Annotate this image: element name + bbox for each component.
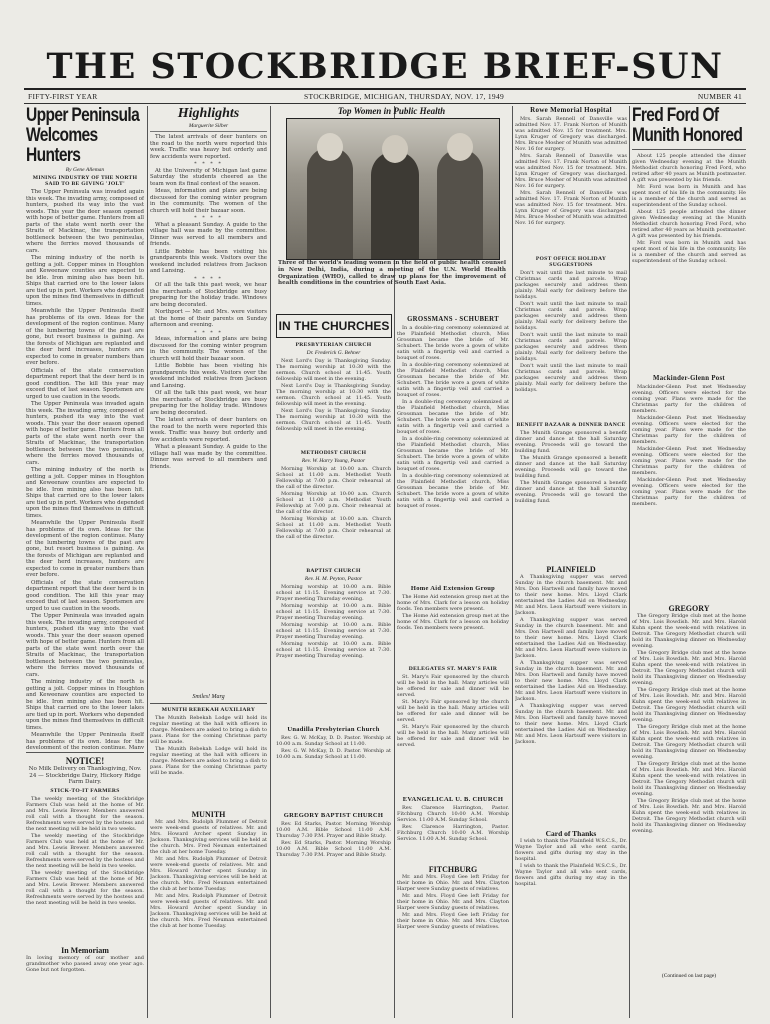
subhead: MINING INDUSTRY OF THE NORTH SAID TO BE GIVING 'JOLT' — [32, 175, 138, 187]
paragraph: The mining industry of the north is getting a jolt. Copper mines in Houghton and Keweenaw counties are expected to be idle. Iron mining also has been hit. Ships that carried ore to the lower lakes are tied up in port. Workers who depended upon the mines find themselves in difficult times. — [26, 255, 144, 307]
gregory-heading: GREGORY — [668, 604, 710, 613]
highlights-title: Highlights — [177, 106, 240, 121]
rowe-hospital-heading: Rowe Memorial Hospital — [530, 106, 612, 114]
post-office-heading: POST OFFICE HOLIDAY SUGGESTIONS — [535, 256, 607, 268]
signoff: Smiles! Marg — [192, 694, 225, 700]
column-2: Highlights Marguerite Silber The latest arrivals of deer hunters on the road to the north were reported this week. Traffic was heavy but orderly and few accidents were reported. * * * * At the University of Michigan last game Saturday the students cheered as the team won its final contest of the season. Ideas, information and plans are being discussed for the coming winter program in the community. The women of the church will hold their bazaar soon. * * * * What a pleasant Sunday. A guide to the village hall was made by the committee. Dinner was served to all members and friends. Little Bobbie has been visiting his grandparents this week. Visitors over the weekend included relatives from Jackson and Lansing. * * * * Of all the talk this past week, we hear the merchants of Stockbridge are busy preparing for the holiday trade. Windows are being decorated. Northport — Mr. and Mrs. were visitors at the home of their parents on Sunday afternoon and evening. * * * * Ideas, information and plans are being discussed for the coming winter program in the community. The women of the church will hold their bazaar soon. Little Bobbie has been visiting his grandparents this week. Visitors over the weekend included relatives from Jackson and Lansing. Of all the talk this past week, we hear the merchants of Stockbridge are busy preparing for the holiday trade. Windows are being decorated. The latest arrivals of deer hunters on the road to the north were reported this week. Traffic was heavy but orderly and few accidents were reported. What a pleasant Sunday. A guide to the village hall was made by the committee. Dinner was served to all members and friends. Smiles! Marg MUNITH REBEKAH AUXILIARY The Munith Rebekah Lodge will hold its regular meeting at the hall with officers in charge. Members are asked to bring a dish to pass. Plans for the coming Christmas party will be made. The Munith Rebekah Lodge will hold its regular meeting at the hall with officers in charge. Members are asked to bring a dish to pass. Plans for the coming Christmas party will be made. MUNITH Mr. and Mrs. Rudolph Plummer of Detroit were week-end guests of relatives. Mr. and Mrs. Howard Archer spent Sunday in Jackson. Thanksgiving services will be held at the church. Mrs. Fred Neuman entertained the club at her home Tuesday. Mr. and Mrs. Rudolph Plummer of Detroit were week-end guests of relatives. Mr. and Mrs. Howard Archer spent Sunday in Jackson. Thanksgiving services will be held at the church. Mrs. Fred Neuman entertained the club at her home Tuesday. Mr. and Mrs. Rudolph Plummer of Detroit were week-end guests of relatives. Mr. and Mrs. Howard Archer spent Sunday in Jackson. Thanksgiving services will be held at the church. Mrs. Fred Neuman entertained the club at her home Tuesday. — [150, 106, 267, 929]
photo-caption: Three of the world's leading women in the field of public health counsel in New Delhi, India, during a meeting of the U.N. World Health Organization (WHO), called to draw up plans for the improvement of health conditions in the countries of South East Asia. — [278, 260, 506, 287]
headline-upper-peninsula: Upper Peninsula Welcomes Hunters — [26, 105, 140, 166]
masthead-rule — [24, 88, 746, 90]
notice-heading: NOTICE! — [65, 756, 105, 766]
column-1 — [26, 104, 144, 1020]
churches-banner: IN THE CHURCHES — [276, 314, 392, 338]
plainfield-heading: PLAINFIELD — [546, 565, 596, 574]
continued-note: (Continued on last page) — [661, 973, 717, 979]
dateline-year: FIFTY-FIRST YEAR — [28, 92, 98, 101]
news-photo — [286, 118, 500, 260]
byline: By Gene Alleman — [65, 167, 105, 173]
munith-rebekah-heading: MUNITH REBEKAH AUXILIARY — [161, 707, 256, 713]
gregory-baptist-heading: GREGORY BAPTIST CHURCH — [283, 812, 384, 819]
fitchburg-heading: FITCHBURG — [428, 865, 478, 874]
highlights-body: The latest arrivals of deer hunters on the road to the north were reported this week. Traffic was heavy but orderly and few accidents were reported. * * * * At the University of Michigan last game Saturday the students cheered as the team won its final contest of the season. Ideas, information and plans are being discussed for the coming winter program in the community. The women of the church will hold their bazaar soon. * * * * What a pleasant Sunday. A guide to the village hall was made by the committee. Dinner was served to all members and friends. Little Bobbie has been visiting his grandparents this week. Visitors over the weekend included relatives from Jackson and Lansing. * * * * Of all the talk this past week, we hear the merchants of Stockbridge are busy preparing for the holiday trade. Windows are being decorated. Northport — Mr. and Mrs. were visitors at the home of their parents on Sunday afternoon and evening. * * * * Ideas, information and plans are being discussed for the coming winter program in the community. The women of the church will hold their bazaar soon. Little Bobbie has been visiting his grandparents this week. Visitors over the weekend included relatives from Jackson and Lansing. Of all the talk this past week, we hear the merchants of Stockbridge are busy preparing for the holiday trade. Windows are being decorated. The latest arrivals of deer hunters on the road to the north were reported this week. Traffic was heavy but orderly and few accidents were reported. What a pleasant Sunday. A guide to the village hall was made by the committee. Dinner was served to all members and friends. — [150, 134, 267, 470]
paragraph: Officials of the state conservation department report that the deer herd is in good condition. The kill this year may exceed that of last season. Sportsmen are urged to use caution in the woods. — [26, 579, 144, 612]
column-rule — [147, 106, 148, 1018]
memoriam-text: In loving memory of our mother and grandmother who passed away one year ago. Gone but not forgotten. — [26, 954, 144, 973]
masthead-title: THE STOCKBRIDGE BRIEF-SUN — [46, 46, 724, 87]
st-marys-heading: DELEGATES ST. MARY'S FAIR — [408, 666, 498, 672]
paragraph: Officials of the state conservation department report that the deer herd is in good condition. The kill this year may exceed that of last season. Sportsmen are urged to use caution in the woods. — [26, 367, 144, 400]
mackinder-heading: Mackinder-Glenn Post — [652, 375, 725, 382]
paragraph: Meanwhile the Upper Peninsula itself has problems of its own. Ideas for the development of the region continue. Many of the lumbering towns of the past are gone, but resort business is gaining. As the forests of Michigan are replanted and the deer herd increases, hunters are expected to come in greater numbers than ever before. — [26, 520, 144, 578]
notice-subhead: STICK-TO-IT FARMERS — [50, 787, 120, 794]
paragraph: The Upper Peninsula was invaded again this week. The invading army, composed of hunters, pushed its way into the vast woods. This year the deer season opened with hope of better game. Hunters from all parts of the state went north over the Straits of Mackinac, the transportation bottleneck between the two peninsulas, where the ferries moved thousands of cars. — [26, 613, 144, 678]
paragraph: The Upper Peninsula was invaded again this week. The invading army, composed of hunters, pushed its way into the vast woods. This year the deer season opened with hope of better game. Hunters from all parts of the state went north over the Straits of Mackinac, the transportation bottleneck between the two peninsulas, where the ferries moved thousands of cars. — [26, 189, 144, 254]
paragraph: Meanwhile the Upper Peninsula itself has problems of its own. Ideas for the development of the region continue. Many — [26, 732, 144, 749]
presbyterian-heading: PRESBYTERIAN CHURCH — [295, 342, 372, 348]
column-4: GROSSMANS - SCHUBERT In a double-ring ceremony solemnized at the Plainfield Methodist church, Miss Grossman became the bride of Mr. Schubert. The bride wore a gown of white satin with a fingertip veil and carried a bouquet of roses. In a double-ring ceremony solemnized at the Plainfield Methodist church, Miss Grossman became the bride of Mr. Schubert. The bride wore a gown of white satin with a fingertip veil and carried a bouquet of roses. In a double-ring ceremony solemnized at the Plainfield Methodist church, Miss Grossman became the bride of Mr. Schubert. The bride wore a gown of white satin with a fingertip veil and carried a bouquet of roses. In a double-ring ceremony solemnized at the Plainfield Methodist church, Miss Grossman became the bride of Mr. Schubert. The bride wore a gown of white satin with a fingertip veil and carried a bouquet of roses. In a double-ring ceremony solemnized at the Plainfield Methodist church, Miss Grossman became the bride of Mr. Schubert. The bride wore a gown of white satin with a fingertip veil and carried a bouquet of roses. Home Aid Extension Group The Home Aid extension group met at the home of Mrs. Clark for a lesson on holiday foods. Ten members were present. The Home Aid extension group met at the home of Mrs. Clark for a lesson on holiday foods. Ten members were present. DELEGATES ST. MARY'S FAIR St. Mary's Fair sponsored by the church will be held in the hall. Many articles will be offered for sale and dinner will be served. St. Mary's Fair sponsored by the church will be held in the hall. Many articles will be offered for sale and dinner will be served. St. Mary's Fair sponsored by the church will be held in the hall. Many articles will be offered for sale and dinner will be served. EVANGELICAL U. B. CHURCH Rev. Clarence Harrington, Pastor. Fitchburg Church 10:00 A.M. Worship Service. 11:00 A.M. Sunday School. Rev. Clarence Harrington, Pastor. Fitchburg Church 10:00 A.M. Worship Service. 11:00 A.M. Sunday School. FITCHBURG Mr. and Mrs. Floyd Gee left Friday for their home in Ohio. Mr. and Mrs. Clayton Harper were Sunday guests of relatives. Mr. and Mrs. Floyd Gee left Friday for their home in Ohio. Mr. and Mrs. Clayton Harper were Sunday guests of relatives. Mr. and Mrs. Floyd Gee left Friday for their home in Ohio. Mr. and Mrs. Clayton Harper were Sunday guests of relatives. — [397, 316, 509, 930]
notice-body: No Milk Delivery on Thanksgiving, Nov. 24 — Stockbridge Dairy, Hickory Ridge Farm Dairy. — [28, 766, 142, 785]
paragraph: The Upper Peninsula was invaded again this week. The invading army, composed of hunters, pushed its way into the vast woods. This year the deer season opened with hope of better game. Hunters from all parts of the state went north over the Straits of Mackinac, the transportation bottleneck between the two peninsulas, where the ferries moved thousands of cars. — [26, 401, 144, 466]
article-body — [26, 189, 144, 749]
notice-text: The weekly meeting of the Stockbridge Farmers Club was held at the home of Mr. and Mrs. Lewis Brewer. Members answered roll call with a thought for the season. Refreshments were served by the hostess and the next meeting will be held in two weeks. The weekly meeting of the Stockbridge Farmers Club was held at the home of Mr. and Mrs. Lewis Brewer. Members answered roll call with a thought for the season. Refreshments were served by the hostess and the next meeting will be held in two weeks. The weekly meeting of the Stockbridge Farmers Club was held at the home of Mr. and Mrs. Lewis Brewer. Members answered roll call with a thought for the season. Refreshments were served by the hostess and the next meeting will be held in two weeks. — [26, 795, 144, 906]
column-5: Rowe Memorial Hospital Mrs. Sarah Rennell of Dansville was admitted Nov. 17. Frank Norton of Munith was admitted Nov. 15 for treatment. Mrs. Lynn Kruger of Gregory was discharged. Mrs. Bruce Mosher of Munith was admitted Nov. 16 for surgery. Mrs. Sarah Rennell of Dansville was admitted Nov. 17. Frank Norton of Munith was admitted Nov. 15 for treatment. Mrs. Lynn Kruger of Gregory was discharged. Mrs. Bruce Mosher of Munith was admitted Nov. 16 for surgery. Mrs. Sarah Rennell of Dansville was admitted Nov. 17. Frank Norton of Munith was admitted Nov. 15 for treatment. Mrs. Lynn Kruger of Gregory was discharged. Mrs. Bruce Mosher of Munith was admitted Nov. 16 for surgery. POST OFFICE HOLIDAY SUGGESTIONS Don't wait until the last minute to mail Christmas cards and parcels. Wrap packages securely and address them plainly. Mail early for delivery before the holidays. Don't wait until the last minute to mail Christmas cards and parcels. Wrap packages securely and address them plainly. Mail early for delivery before the holidays. Don't wait until the last minute to mail Christmas cards and parcels. Wrap packages securely and address them plainly. Mail early for delivery before the holidays. Don't wait until the last minute to mail Christmas cards and parcels. Wrap packages securely and address them plainly. Mail early for delivery before the holidays. BENEFIT BAZAAR & DINNER DANCE The Munith Grange sponsored a benefit dinner and dance at the hall Saturday evening. Proceeds will go toward the building fund. The Munith Grange sponsored a benefit dinner and dance at the hall Saturday evening. Proceeds will go toward the building fund. The Munith Grange sponsored a benefit dinner and dance at the hall Saturday evening. Proceeds will go toward the building fund. PLAINFIELD A Thanksgiving supper was served Sunday in the church basement. Mr. and Mrs. Don Hartwell and family have moved to their new home. Mrs. Lloyd Clark entertained the Ladies Aid on Wednesday. Mr. and Mrs. Leon Hartsuff were visitors in Jackson. A Thanksgiving supper was served Sunday in the church basement. Mr. and Mrs. Don Hartwell and family have moved to their new home. Mrs. Lloyd Clark entertained the Ladies Aid on Wednesday. Mr. and Mrs. Leon Hartsuff were visitors in Jackson. A Thanksgiving supper was served Sunday in the church basement. Mr. and Mrs. Don Hartwell and family have moved to their new home. Mrs. Lloyd Clark entertained the Ladies Aid on Wednesday. Mr. and Mrs. Leon Hartsuff were visitors in Jackson. A Thanksgiving supper was served Sunday in the church basement. Mr. and Mrs. Don Hartwell and family have moved to their new home. Mrs. Lloyd Clark entertained the Ladies Aid on Wednesday. Mr. and Mrs. Leon Hartsuff were visitors in Jackson. Card of Thanks I wish to thank the Plainfield W.S.C.S., Dr. Wayne Taylor and all who sent cards, flowers and gifts during my stay in the hospital. I wish to thank the Plainfield W.S.C.S., Dr. Wayne Taylor and all who sent cards, flowers and gifts during my stay in the hospital. — [515, 106, 627, 887]
column-6: Fred Ford Of Munith Honored About 125 people attended the dinner given Wednesday evening at the Munith Methodist church honoring Fred Ford, who retired after 40 years as Munith postmaster. A gift was presented by his friends. Mr. Ford was born in Munith and has spent most of his life in the community. He is a member of the church and served as superintendent of the Sunday school. About 125 people attended the dinner given Wednesday evening at the Munith Methodist church honoring Fred Ford, who retired after 40 years as Munith postmaster. A gift was presented by his friends. Mr. Ford was born in Munith and has spent most of his life in the community. He is a member of the church and served as superintendent of the Sunday school. Mackinder-Glenn Post Mackinder-Glenn Post met Wednesday evening. Officers were elected for the coming year. Plans were made for the Christmas party for the children of members. Mackinder-Glenn Post met Wednesday evening. Officers were elected for the coming year. Plans were made for the Christmas party for the children of members. Mackinder-Glenn Post met Wednesday evening. Officers were elected for the coming year. Plans were made for the Christmas party for the children of members. Mackinder-Glenn Post met Wednesday evening. Officers were elected for the coming year. Plans were made for the Christmas party for the children of members. GREGORY The Gregory Bridge club met at the home of Mrs. Lois Bowdish. Mr. and Mrs. Harold Kuhn spent the week-end with relatives in Detroit. The Gregory Methodist church will hold its Thanksgiving dinner on Wednesday evening. The Gregory Bridge club met at the home of Mrs. Lois Bowdish. Mr. and Mrs. Harold Kuhn spent the week-end with relatives in Detroit. The Gregory Methodist church will hold its Thanksgiving dinner on Wednesday evening. The Gregory Bridge club met at the home of Mrs. Lois Bowdish. Mr. and Mrs. Harold Kuhn spent the week-end with relatives in Detroit. The Gregory Methodist church will hold its Thanksgiving dinner on Wednesday evening. The Gregory Bridge club met at the home of Mrs. Lois Bowdish. Mr. and Mrs. Harold Kuhn spent the week-end with relatives in Detroit. The Gregory Methodist church will hold its Thanksgiving dinner on Wednesday evening. The Gregory Bridge club met at the home of Mrs. Lois Bowdish. Mr. and Mrs. Harold Kuhn spent the week-end with relatives in Detroit. The Gregory Methodist church will hold its Thanksgiving dinner on Wednesday evening. The Gregory Bridge club met at the home of Mrs. Lois Bowdish. Mr. and Mrs. Harold Kuhn spent the week-end with relatives in Detroit. The Gregory Methodist church will hold its Thanksgiving dinner on Wednesday evening. (Continued on last page) — [632, 105, 746, 979]
baptist-heading: BAPTIST CHURCH — [306, 568, 361, 574]
evangelical-heading: EVANGELICAL U. B. CHURCH — [402, 796, 504, 803]
byline: Marguerite Silber — [188, 123, 229, 129]
home-aid-heading: Home Aid Extension Group — [410, 585, 496, 592]
grossmans-heading: GROSSMANS - SCHUBERT — [407, 316, 499, 323]
headline-fred-ford: Fred Ford Of Munith Honored — [632, 105, 743, 146]
dateline-place-date: STOCKBRIDGE, MICHIGAN, THURSDAY, NOV. 17, 1949 — [304, 92, 505, 101]
column-rule — [629, 106, 630, 1018]
benefit-heading: BENEFIT BAZAAR & DINNER DANCE — [516, 422, 626, 428]
unadilla-heading: Unadilla Presbyterian Church — [287, 726, 380, 733]
card-of-thanks-heading: Card of Thanks — [545, 829, 597, 838]
dateline-number: NUMBER 41 — [697, 92, 742, 101]
munith-heading: MUNITH — [191, 810, 226, 819]
paragraph: The mining industry of the north is getting a jolt. Copper mines in Houghton and Keweenaw counties are expected to be idle. Iron mining also has been hit. Ships that carried ore to the lower lakes are tied up in port. Workers who depended upon the mines find themselves in difficult times. — [26, 679, 144, 731]
methodist-heading: METHODIST CHURCH — [300, 450, 367, 456]
column-rule — [270, 106, 271, 1018]
photo-headline: Top Women in Public Health — [337, 106, 446, 116]
churches-column: PRESBYTERIAN CHURCH Dr. Frederick G. Behner Next Lord's Day is Thanksgiving Sunday. The morning worship at 10:30 with the sermon. Church school at 11:45. Youth fellowship will meet in the evening. Next Lord's Day is Thanksgiving Sunday. The morning worship at 10:30 with the sermon. Church school at 11:45. Youth fellowship will meet in the evening. Next Lord's Day is Thanksgiving Sunday. The morning worship at 10:30 with the sermon. Church school at 11:45. Youth fellowship will meet in the evening. METHODIST CHURCH Rev. W. Harry Young, Pastor Morning Worship at 10:00 a.m. Church School at 11:00 a.m. Methodist Youth Fellowship at 7:00 p.m. Choir rehearsal at the call of the director. Morning Worship at 10:00 a.m. Church School at 11:00 a.m. Methodist Youth Fellowship at 7:00 p.m. Choir rehearsal at the call of the director. Morning Worship at 10:00 a.m. Church School at 11:00 a.m. Methodist Youth Fellowship at 7:00 p.m. Choir rehearsal at the call of the director. BAPTIST CHURCH Rev. H. M. Peyton, Pastor Morning worship at 10:00 a.m. Bible school at 11:15. Evening service at 7:30. Prayer meeting Thursday evening. Morning worship at 10:00 a.m. Bible school at 11:15. Evening service at 7:30. Prayer meeting Thursday evening. Morning worship at 10:00 a.m. Bible school at 11:15. Evening service at 7:30. Prayer meeting Thursday evening. Morning worship at 10:00 a.m. Bible school at 11:15. Evening service at 7:30. Prayer meeting Thursday evening. Unadilla Presbyterian Church Rev. G. W. McKay, D. D. Pastor. Worship at 10:00 a.m. Sunday School at 11:00. Rev. G. W. McKay, D. D. Pastor. Worship at 10:00 a.m. Sunday School at 11:00. GREGORY BAPTIST CHURCH Rev. Ed Starks, Pastor. Morning Worship 10:00 A.M. Bible School 11:00 A.M. Thursday 7:30 P.M. Prayer and Bible Study. Rev. Ed Starks, Pastor. Morning Worship 10:00 A.M. Bible School 11:00 A.M. Thursday 7:30 P.M. Prayer and Bible Study. — [276, 342, 391, 858]
paragraph: The mining industry of the north is getting a jolt. Copper mines in Houghton and Keweenaw counties are expected to be idle. Iron mining also has been hit. Ships that carried ore to the lower lakes are tied up in port. Workers who depended upon the mines find themselves in difficult times. — [26, 467, 144, 519]
column-rule — [512, 106, 513, 1018]
paragraph: Meanwhile the Upper Peninsula itself has problems of its own. Ideas for the development of the region continue. Many of the lumbering towns of the past are gone, but resort business is gaining. As the forests of Michigan are replanted and the deer herd increases, hunters are expected to come in greater numbers than ever before. — [26, 308, 144, 366]
memoriam-heading: In Memoriam — [61, 945, 109, 955]
